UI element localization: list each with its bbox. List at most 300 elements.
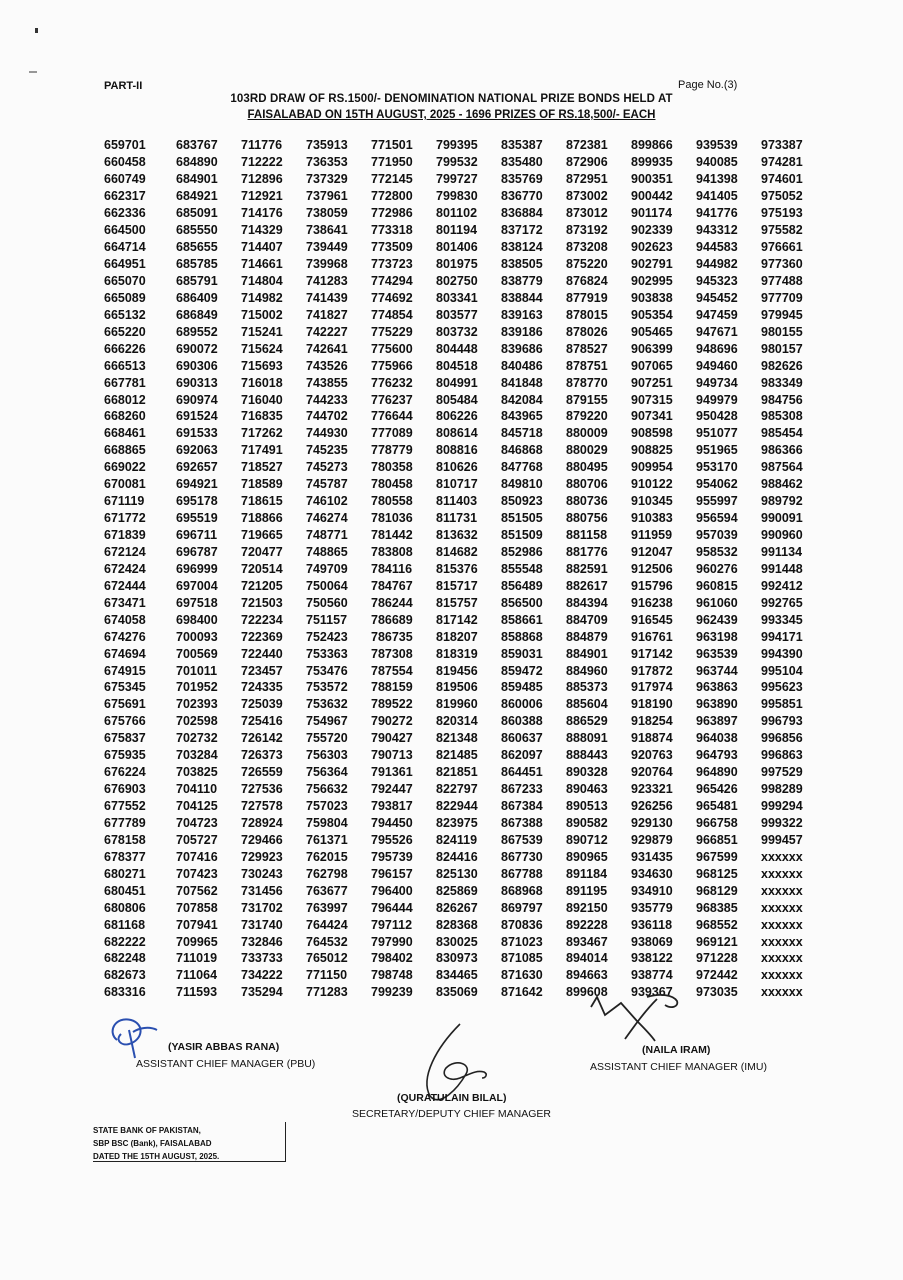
bond-number: 999322: [761, 815, 803, 830]
bond-number: 908825: [631, 443, 673, 458]
bond-number: 859472: [501, 663, 543, 678]
bond-number: 744233: [306, 392, 348, 407]
bond-number: 707858: [176, 900, 218, 915]
bond-number: 753476: [306, 663, 348, 678]
bond-number: 780458: [371, 477, 413, 492]
bond-number: xxxxxx: [761, 883, 803, 898]
bond-number: 884709: [566, 612, 608, 627]
bond-number: 786244: [371, 595, 413, 610]
signatory-right-name: (NAILA IRAM): [642, 1044, 711, 1056]
bond-number: 685655: [176, 240, 218, 255]
bond-number: 774854: [371, 307, 413, 322]
bond-number: 772800: [371, 189, 413, 204]
bond-number: 891184: [566, 866, 608, 881]
bond-row: [104, 425, 826, 442]
bond-number: 787554: [371, 663, 413, 678]
bond-number: 714661: [241, 257, 283, 272]
bond-number: 774294: [371, 273, 413, 288]
bond-number: 714329: [241, 223, 283, 238]
bond-number: 705727: [176, 832, 218, 847]
bond-number: 668260: [104, 409, 146, 424]
bond-number: xxxxxx: [761, 934, 803, 949]
bond-number: 949979: [696, 392, 738, 407]
bond-number: 674276: [104, 629, 146, 644]
bond-number: 944583: [696, 240, 738, 255]
bond-number: 979945: [761, 307, 803, 322]
signatory-center-name: (QURATULAIN BILAL): [397, 1092, 507, 1104]
bond-row: [104, 696, 826, 713]
bond-number: 786735: [371, 629, 413, 644]
bond-number: 912047: [631, 544, 673, 559]
bond-number: 851505: [501, 511, 543, 526]
bond-number: 742227: [306, 324, 348, 339]
bond-number: 964793: [696, 748, 738, 763]
bond-number: 762798: [306, 866, 348, 881]
bond-number: 763997: [306, 900, 348, 915]
bond-number: 929130: [631, 815, 673, 830]
bond-number: 797990: [371, 934, 413, 949]
bond-row: [104, 933, 826, 950]
bond-number: 776644: [371, 409, 413, 424]
bond-number: 988462: [761, 477, 803, 492]
bond-number: 803732: [436, 324, 478, 339]
bond-number: 722369: [241, 629, 283, 644]
bond-number: 899935: [631, 155, 673, 170]
bond-number: 813632: [436, 528, 478, 543]
bond-number: 881776: [566, 544, 608, 559]
bond-number: 704723: [176, 815, 218, 830]
bond-number: 736353: [306, 155, 348, 170]
bond-number: 729923: [241, 849, 283, 864]
bond-number: 703284: [176, 748, 218, 763]
signature-yasir: [105, 1010, 165, 1060]
bond-number: 678158: [104, 832, 146, 847]
bond-number: 872906: [566, 155, 608, 170]
bond-row: [104, 289, 826, 306]
bond-row: [104, 611, 826, 628]
bond-number: 996793: [761, 714, 803, 729]
bond-number: 938122: [631, 951, 673, 966]
bond-number: 799532: [436, 155, 478, 170]
bond-number: xxxxxx: [761, 900, 803, 915]
bond-number: 764424: [306, 917, 348, 932]
bond-number: 696711: [176, 528, 218, 543]
bond-number: 738059: [306, 206, 348, 221]
bond-number: 868968: [501, 883, 543, 898]
bond-row: [104, 171, 826, 188]
bond-number: 698400: [176, 612, 218, 627]
bond-number: 660749: [104, 172, 146, 187]
bond-number: xxxxxx: [761, 866, 803, 881]
bond-number: 722234: [241, 612, 283, 627]
bond-number: xxxxxx: [761, 985, 803, 1000]
bond-number: 888091: [566, 731, 608, 746]
bond-number: 692063: [176, 443, 218, 458]
bond-number: 744930: [306, 426, 348, 441]
bond-number: xxxxxx: [761, 951, 803, 966]
bond-number: 882617: [566, 578, 608, 593]
bond-row: [104, 442, 826, 459]
bond-number: 682673: [104, 968, 146, 983]
bond-number: 963198: [696, 629, 738, 644]
bond-number: 737961: [306, 189, 348, 204]
bond-number: 664951: [104, 257, 146, 272]
bond-number: 860637: [501, 731, 543, 746]
bond-number: 664500: [104, 223, 146, 238]
bond-number: 701952: [176, 680, 218, 695]
bond-number: 794450: [371, 815, 413, 830]
bond-number: 926256: [631, 799, 673, 814]
bond-number: 860006: [501, 697, 543, 712]
bond-number: 722440: [241, 646, 283, 661]
bond-number: 871023: [501, 934, 543, 949]
signatory-right-title: ASSISTANT CHIEF MANAGER (IMU): [590, 1061, 767, 1073]
bond-number: 892228: [566, 917, 608, 932]
bond-number: 858661: [501, 612, 543, 627]
bond-number: 872381: [566, 138, 608, 153]
bond-number: 721205: [241, 578, 283, 593]
bond-row: [104, 730, 826, 747]
bond-number: 790713: [371, 748, 413, 763]
bond-number: 796444: [371, 900, 413, 915]
bond-number: 685791: [176, 273, 218, 288]
bond-number: 989792: [761, 494, 803, 509]
bond-number: 850923: [501, 494, 543, 509]
bond-number: 801102: [436, 206, 478, 221]
bond-number: 683316: [104, 985, 146, 1000]
bond-number: 686409: [176, 290, 218, 305]
bond-row: [104, 239, 826, 256]
bond-number: 749709: [306, 561, 348, 576]
bond-number: 890712: [566, 832, 608, 847]
bond-number: 796400: [371, 883, 413, 898]
bond-number: 993345: [761, 612, 803, 627]
bond-number: 695178: [176, 494, 218, 509]
bond-number: 668012: [104, 392, 146, 407]
bond-number: 715624: [241, 341, 283, 356]
bond-number: 835069: [436, 985, 478, 1000]
bond-number: 965481: [696, 799, 738, 814]
bond-number: 938069: [631, 934, 673, 949]
bond-number: 711064: [176, 968, 218, 983]
bond-number: 756632: [306, 782, 348, 797]
bond-number: 947671: [696, 324, 738, 339]
signatory-left-name: (YASIR ABBAS RANA): [168, 1041, 280, 1053]
bond-number: 884901: [566, 646, 608, 661]
bond-number: 906399: [631, 341, 673, 356]
bond-number: 745787: [306, 477, 348, 492]
bond-number: 772145: [371, 172, 413, 187]
bond-number: 778779: [371, 443, 413, 458]
bond-number: 867539: [501, 832, 543, 847]
bond-number: 799239: [371, 985, 413, 1000]
bond-number: 860388: [501, 714, 543, 729]
bond-number: 871642: [501, 985, 543, 1000]
bond-number: 671839: [104, 528, 146, 543]
bond-number: 702598: [176, 714, 218, 729]
bond-number: 720477: [241, 544, 283, 559]
bond-number: 838779: [501, 273, 543, 288]
bond-number: 743855: [306, 375, 348, 390]
bond-row: [104, 408, 826, 425]
bond-number: 819506: [436, 680, 478, 695]
bond-number: 702732: [176, 731, 218, 746]
bond-number: 680271: [104, 866, 146, 881]
bond-number: 792447: [371, 782, 413, 797]
draw-subtitle: FAISALABAD ON 15TH AUGUST, 2025 - 1696 PRIZES OF RS.18,500/- EACH: [247, 109, 656, 121]
bond-number: 894014: [566, 951, 608, 966]
bond-number: 880706: [566, 477, 608, 492]
scan-speck: [29, 71, 37, 73]
bond-number: 862097: [501, 748, 543, 763]
bond-number: 799727: [436, 172, 478, 187]
bond-number: xxxxxx: [761, 917, 803, 932]
bond-number: 801406: [436, 240, 478, 255]
bond-number: 680806: [104, 900, 146, 915]
bond-number: 741439: [306, 290, 348, 305]
bond-number: 990091: [761, 511, 803, 526]
bond-number: 997529: [761, 765, 803, 780]
bond-number: 975582: [761, 223, 803, 238]
bond-number: 935779: [631, 900, 673, 915]
bond-number: 873192: [566, 223, 608, 238]
bond-number: 815717: [436, 578, 478, 593]
bond-number: 786689: [371, 612, 413, 627]
bond-number: 900442: [631, 189, 673, 204]
bond-number: 821485: [436, 748, 478, 763]
bond-number: 675837: [104, 731, 146, 746]
signatory-center-title: SECRETARY/DEPUTY CHIEF MANAGER: [352, 1108, 551, 1120]
bond-number: 808614: [436, 426, 478, 441]
bond-number: 878015: [566, 307, 608, 322]
bond-number: 825869: [436, 883, 478, 898]
bond-number: 900351: [631, 172, 673, 187]
bond-number: 916761: [631, 629, 673, 644]
bond-number: 721503: [241, 595, 283, 610]
bond-number: 666226: [104, 341, 146, 356]
bond-number: 880009: [566, 426, 608, 441]
footer-divider: [285, 1122, 286, 1162]
bond-number: 917142: [631, 646, 673, 661]
bond-number: 890463: [566, 782, 608, 797]
bond-number: 822944: [436, 799, 478, 814]
bond-number: 735913: [306, 138, 348, 153]
bond-number: 694921: [176, 477, 218, 492]
bond-number: 836770: [501, 189, 543, 204]
bond-number: 885373: [566, 680, 608, 695]
bond-number: 682222: [104, 934, 146, 949]
bond-number: 671119: [104, 494, 145, 509]
bond-number: 867788: [501, 866, 543, 881]
bond-numbers-table: [104, 137, 826, 1001]
bond-number: 968129: [696, 883, 738, 898]
bond-number: 780358: [371, 460, 413, 475]
bond-number: 974281: [761, 155, 803, 170]
bond-number: 880736: [566, 494, 608, 509]
bond-number: 696787: [176, 544, 218, 559]
bond-row: [104, 594, 826, 611]
bond-number: 828368: [436, 917, 478, 932]
bond-row: [104, 222, 826, 239]
bond-number: 711593: [176, 985, 218, 1000]
bond-number: 963890: [696, 697, 738, 712]
bond-number: 948696: [696, 341, 738, 356]
bond-number: 750560: [306, 595, 348, 610]
bond-number: 777089: [371, 426, 413, 441]
bond-number: 684921: [176, 189, 218, 204]
bond-number: 912506: [631, 561, 673, 576]
bond-row: [104, 273, 826, 290]
bond-number: 893467: [566, 934, 608, 949]
bond-number: 691524: [176, 409, 218, 424]
bond-number: 980157: [761, 341, 803, 356]
bond-number: 776237: [371, 392, 413, 407]
bond-number: 683767: [176, 138, 218, 153]
bond-number: 941398: [696, 172, 738, 187]
bond-number: 869797: [501, 900, 543, 915]
bond-row: [104, 577, 826, 594]
bond-number: 714804: [241, 273, 283, 288]
bond-number: 969121: [696, 934, 738, 949]
bond-number: 690306: [176, 358, 218, 373]
bond-number: 960815: [696, 578, 738, 593]
bond-number: 659701: [104, 138, 146, 153]
scan-speck: [35, 28, 38, 33]
bond-number: 793817: [371, 799, 413, 814]
bond-number: 716040: [241, 392, 283, 407]
bond-row: [104, 815, 826, 832]
bond-number: 991134: [761, 544, 803, 559]
bond-number: 745235: [306, 443, 348, 458]
bond-number: 712921: [241, 189, 283, 204]
bond-number: 715693: [241, 358, 283, 373]
bond-number: 716835: [241, 409, 283, 424]
bond-number: 676224: [104, 765, 146, 780]
bond-number: 867730: [501, 849, 543, 864]
bond-number: 971228: [696, 951, 738, 966]
bond-number: 902995: [631, 273, 673, 288]
signatory-left-title: ASSISTANT CHIEF MANAGER (PBU): [136, 1058, 316, 1070]
bond-number: 939367: [631, 985, 673, 1000]
bond-number: 964890: [696, 765, 738, 780]
bond-number: 670081: [104, 477, 146, 492]
bond-number: 742641: [306, 341, 348, 356]
bond-number: 748771: [306, 528, 348, 543]
bond-number: 781442: [371, 528, 413, 543]
bond-number: 675766: [104, 714, 146, 729]
bond-number: 920764: [631, 765, 673, 780]
bond-number: 995104: [761, 663, 803, 678]
bond-number: 808816: [436, 443, 478, 458]
bond-number: 801194: [436, 223, 478, 238]
bond-number: 822797: [436, 782, 478, 797]
bond-number: 755720: [306, 731, 348, 746]
bond-number: 839186: [501, 324, 543, 339]
bond-number: 931435: [631, 849, 673, 864]
bond-number: 717491: [241, 443, 283, 458]
bond-number: 939539: [696, 138, 738, 153]
bond-number: 677552: [104, 799, 146, 814]
bond-number: 963539: [696, 646, 738, 661]
bond-number: 801975: [436, 257, 478, 272]
draw-title: 103RD DRAW OF RS.1500/- DENOMINATION NATIONAL PRIZE BONDS HELD AT: [230, 93, 673, 105]
bond-number: 830973: [436, 951, 478, 966]
bond-number: 876824: [566, 273, 608, 288]
bond-number: 973035: [696, 985, 738, 1000]
bond-number: 911959: [631, 528, 673, 543]
issuer-line-2: SBP BSC (Bank), FAISALABAD: [93, 1139, 212, 1148]
bond-number: 839163: [501, 307, 543, 322]
bond-number: 696999: [176, 561, 218, 576]
bond-number: 692657: [176, 460, 218, 475]
bond-number: 690313: [176, 375, 218, 390]
bond-number: 973387: [761, 138, 803, 153]
issuer-line-1: STATE BANK OF PAKISTAN,: [93, 1126, 201, 1135]
bond-number: 975052: [761, 189, 803, 204]
bond-row: [104, 747, 826, 764]
bond-number: 968552: [696, 917, 738, 932]
bond-number: 917872: [631, 663, 673, 678]
bond-number: 798402: [371, 951, 413, 966]
bond-row: [104, 764, 826, 781]
bond-row: [104, 781, 826, 798]
bond-number: 949460: [696, 358, 738, 373]
bond-number: 714407: [241, 240, 283, 255]
bond-number: 811403: [436, 494, 478, 509]
bond-number: 846868: [501, 443, 543, 458]
bond-number: 835769: [501, 172, 543, 187]
bond-number: 905465: [631, 324, 673, 339]
bond-number: 899866: [631, 138, 673, 153]
bond-number: 717262: [241, 426, 283, 441]
bond-number: 714982: [241, 290, 283, 305]
bond-number: 727536: [241, 782, 283, 797]
bond-number: 790272: [371, 714, 413, 729]
bond-number: 985308: [761, 409, 803, 424]
bond-number: 955997: [696, 494, 738, 509]
bond-number: 677789: [104, 815, 146, 830]
bond-number: 674694: [104, 646, 146, 661]
bond-number: 745273: [306, 460, 348, 475]
bond-number: 881158: [566, 528, 608, 543]
bond-number: 689552: [176, 324, 218, 339]
bond-number: 773509: [371, 240, 413, 255]
bond-number: 977488: [761, 273, 803, 288]
bond-number: 882591: [566, 561, 608, 576]
bond-row: [104, 493, 826, 510]
bond-number: 837172: [501, 223, 543, 238]
bond-number: 775600: [371, 341, 413, 356]
bond-number: 799830: [436, 189, 478, 204]
bond-row: [104, 967, 826, 984]
bond-number: 773723: [371, 257, 413, 272]
bond-row: [104, 256, 826, 273]
bond-number: 685550: [176, 223, 218, 238]
bond-number: 709965: [176, 934, 218, 949]
bond-number: 880029: [566, 443, 608, 458]
bond-number: 907341: [631, 409, 673, 424]
bond-number: 823975: [436, 815, 478, 830]
bond-number: 739449: [306, 240, 348, 255]
bond-number: 901174: [631, 206, 673, 221]
bond-number: 963897: [696, 714, 738, 729]
bond-row: [104, 374, 826, 391]
bond-number: 727578: [241, 799, 283, 814]
bond-number: 890513: [566, 799, 608, 814]
bond-number: 756364: [306, 765, 348, 780]
bond-number: 843965: [501, 409, 543, 424]
bond-number: 716018: [241, 375, 283, 390]
